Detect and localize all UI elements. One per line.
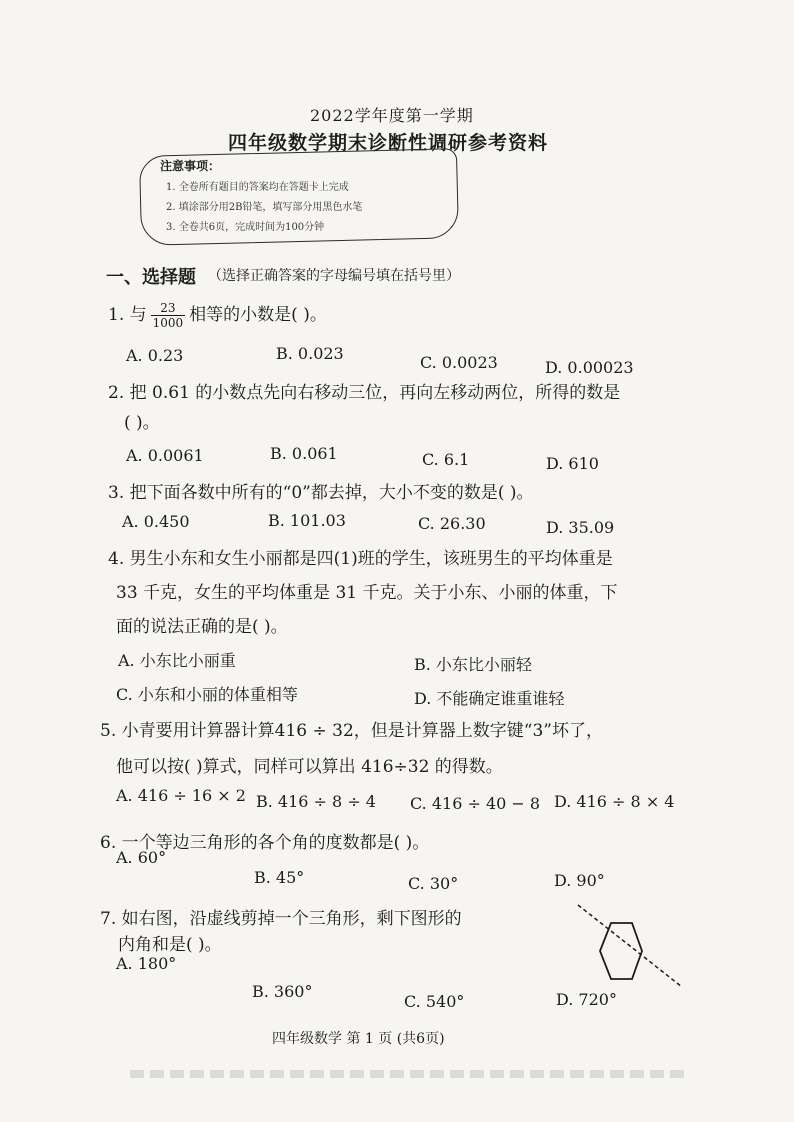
q1-option-d: D. 0.00023 bbox=[545, 358, 634, 377]
fraction bbox=[151, 301, 186, 330]
q5-option-b: B. 416 ÷ 8 ÷ 4 bbox=[256, 792, 376, 811]
notes-heading: 注意事项： bbox=[160, 159, 221, 173]
note-item: 2. 填涂部分用2B铅笔，填写部分用黑色水笔 bbox=[166, 202, 363, 213]
q4-option-b: B. 小东比小丽轻 bbox=[414, 655, 532, 674]
q5-option-c: C. 416 ÷ 40 − 8 bbox=[410, 794, 541, 813]
q5-option-a: A. 416 ÷ 16 × 2 bbox=[116, 786, 246, 805]
hexagon-figure bbox=[570, 895, 688, 995]
exam-year: 2022学年度第一学期 bbox=[310, 106, 474, 125]
q3-option-d: D. 35.09 bbox=[546, 518, 615, 537]
q1-option-c: C. 0.0023 bbox=[420, 353, 498, 372]
q2-option-a: A. 0.0061 bbox=[126, 446, 204, 465]
q6-option-c: C. 30° bbox=[408, 874, 459, 893]
section-title: 一、选择题 bbox=[106, 267, 196, 288]
question-7-line-1: 7. 如右图，沿虚线剪掉一个三角形，剩下图形的 bbox=[100, 909, 462, 929]
q3-option-b: B. 101.03 bbox=[268, 511, 346, 530]
question-2-line-2: ( )。 bbox=[124, 413, 160, 433]
q7-option-a: A. 180° bbox=[116, 954, 177, 973]
q3-option-c: C. 26.30 bbox=[418, 514, 486, 533]
fraction-denominator: 1000 bbox=[152, 316, 184, 330]
q6-option-b: B. 45° bbox=[254, 868, 305, 887]
section-instruction: （选择正确答案的字母编号填在括号里） bbox=[208, 268, 460, 284]
cut-dashed-line bbox=[578, 905, 682, 987]
question-4-line-3: 面的说法正确的是( )。 bbox=[116, 617, 288, 637]
q6-option-a: A. 60° bbox=[116, 848, 167, 867]
q2-option-b: B. 0.061 bbox=[270, 444, 338, 463]
question-1-suffix: 相等的小数是( )。 bbox=[189, 305, 327, 325]
q7-option-d: D. 720° bbox=[556, 990, 617, 1009]
question-5-line-1: 5. 小青要用计算器计算416 ÷ 32，但是计算器上数字键“3”坏了， bbox=[100, 721, 603, 741]
q4-option-d: D. 不能确定谁重谁轻 bbox=[414, 689, 565, 708]
q1-option-b: B. 0.023 bbox=[276, 344, 344, 363]
q3-option-a: A. 0.450 bbox=[122, 512, 190, 531]
fraction-numerator: 23 bbox=[151, 301, 186, 316]
exam-title: 四年级数学期末诊断性调研参考资料 bbox=[228, 132, 549, 154]
q4-option-c: C. 小东和小丽的体重相等 bbox=[116, 685, 298, 704]
question-4-line-2: 33 千克，女生的平均体重是 31 千克。关于小东、小丽的体重，下 bbox=[116, 583, 618, 603]
q4-option-a: A. 小东比小丽重 bbox=[118, 651, 236, 670]
note-item: 3. 全卷共6页，完成时间为100分钟 bbox=[166, 222, 325, 233]
question-7-line-2: 内角和是( )。 bbox=[118, 935, 222, 955]
note-item: 1. 全卷所有题目的答案均在答题卡上完成 bbox=[166, 182, 349, 193]
question-3: 3. 把下面各数中所有的“0”都去掉，大小不变的数是( )。 bbox=[108, 483, 534, 503]
q2-option-c: C. 6.1 bbox=[422, 450, 470, 469]
question-6: 6. 一个等边三角形的各个角的度数都是( )。 bbox=[100, 833, 430, 853]
q7-option-c: C. 540° bbox=[404, 992, 465, 1011]
question-2-line-1: 2. 把 0.61 的小数点先向右移动三位，再向左移动两位，所得的数是 bbox=[108, 383, 621, 403]
question-4-line-1: 4. 男生小东和女生小丽都是四(1)班的学生，该班男生的平均体重是 bbox=[108, 549, 613, 569]
q5-option-d: D. 416 ÷ 8 × 4 bbox=[554, 792, 675, 811]
q7-option-b: B. 360° bbox=[252, 982, 313, 1001]
question-5-line-2: 他可以按( )算式，同样可以算出 416÷32 的得数。 bbox=[116, 757, 503, 777]
question-1 bbox=[108, 300, 327, 330]
question-1-prefix: 1. 与 bbox=[108, 305, 147, 325]
page-footer: 四年级数学 第 1 页 (共6页) bbox=[272, 1031, 445, 1047]
q6-option-d: D. 90° bbox=[554, 871, 605, 890]
q1-option-a: A. 0.23 bbox=[126, 346, 184, 365]
q2-option-d: D. 610 bbox=[546, 454, 599, 473]
scan-artifact-line bbox=[130, 1070, 690, 1078]
